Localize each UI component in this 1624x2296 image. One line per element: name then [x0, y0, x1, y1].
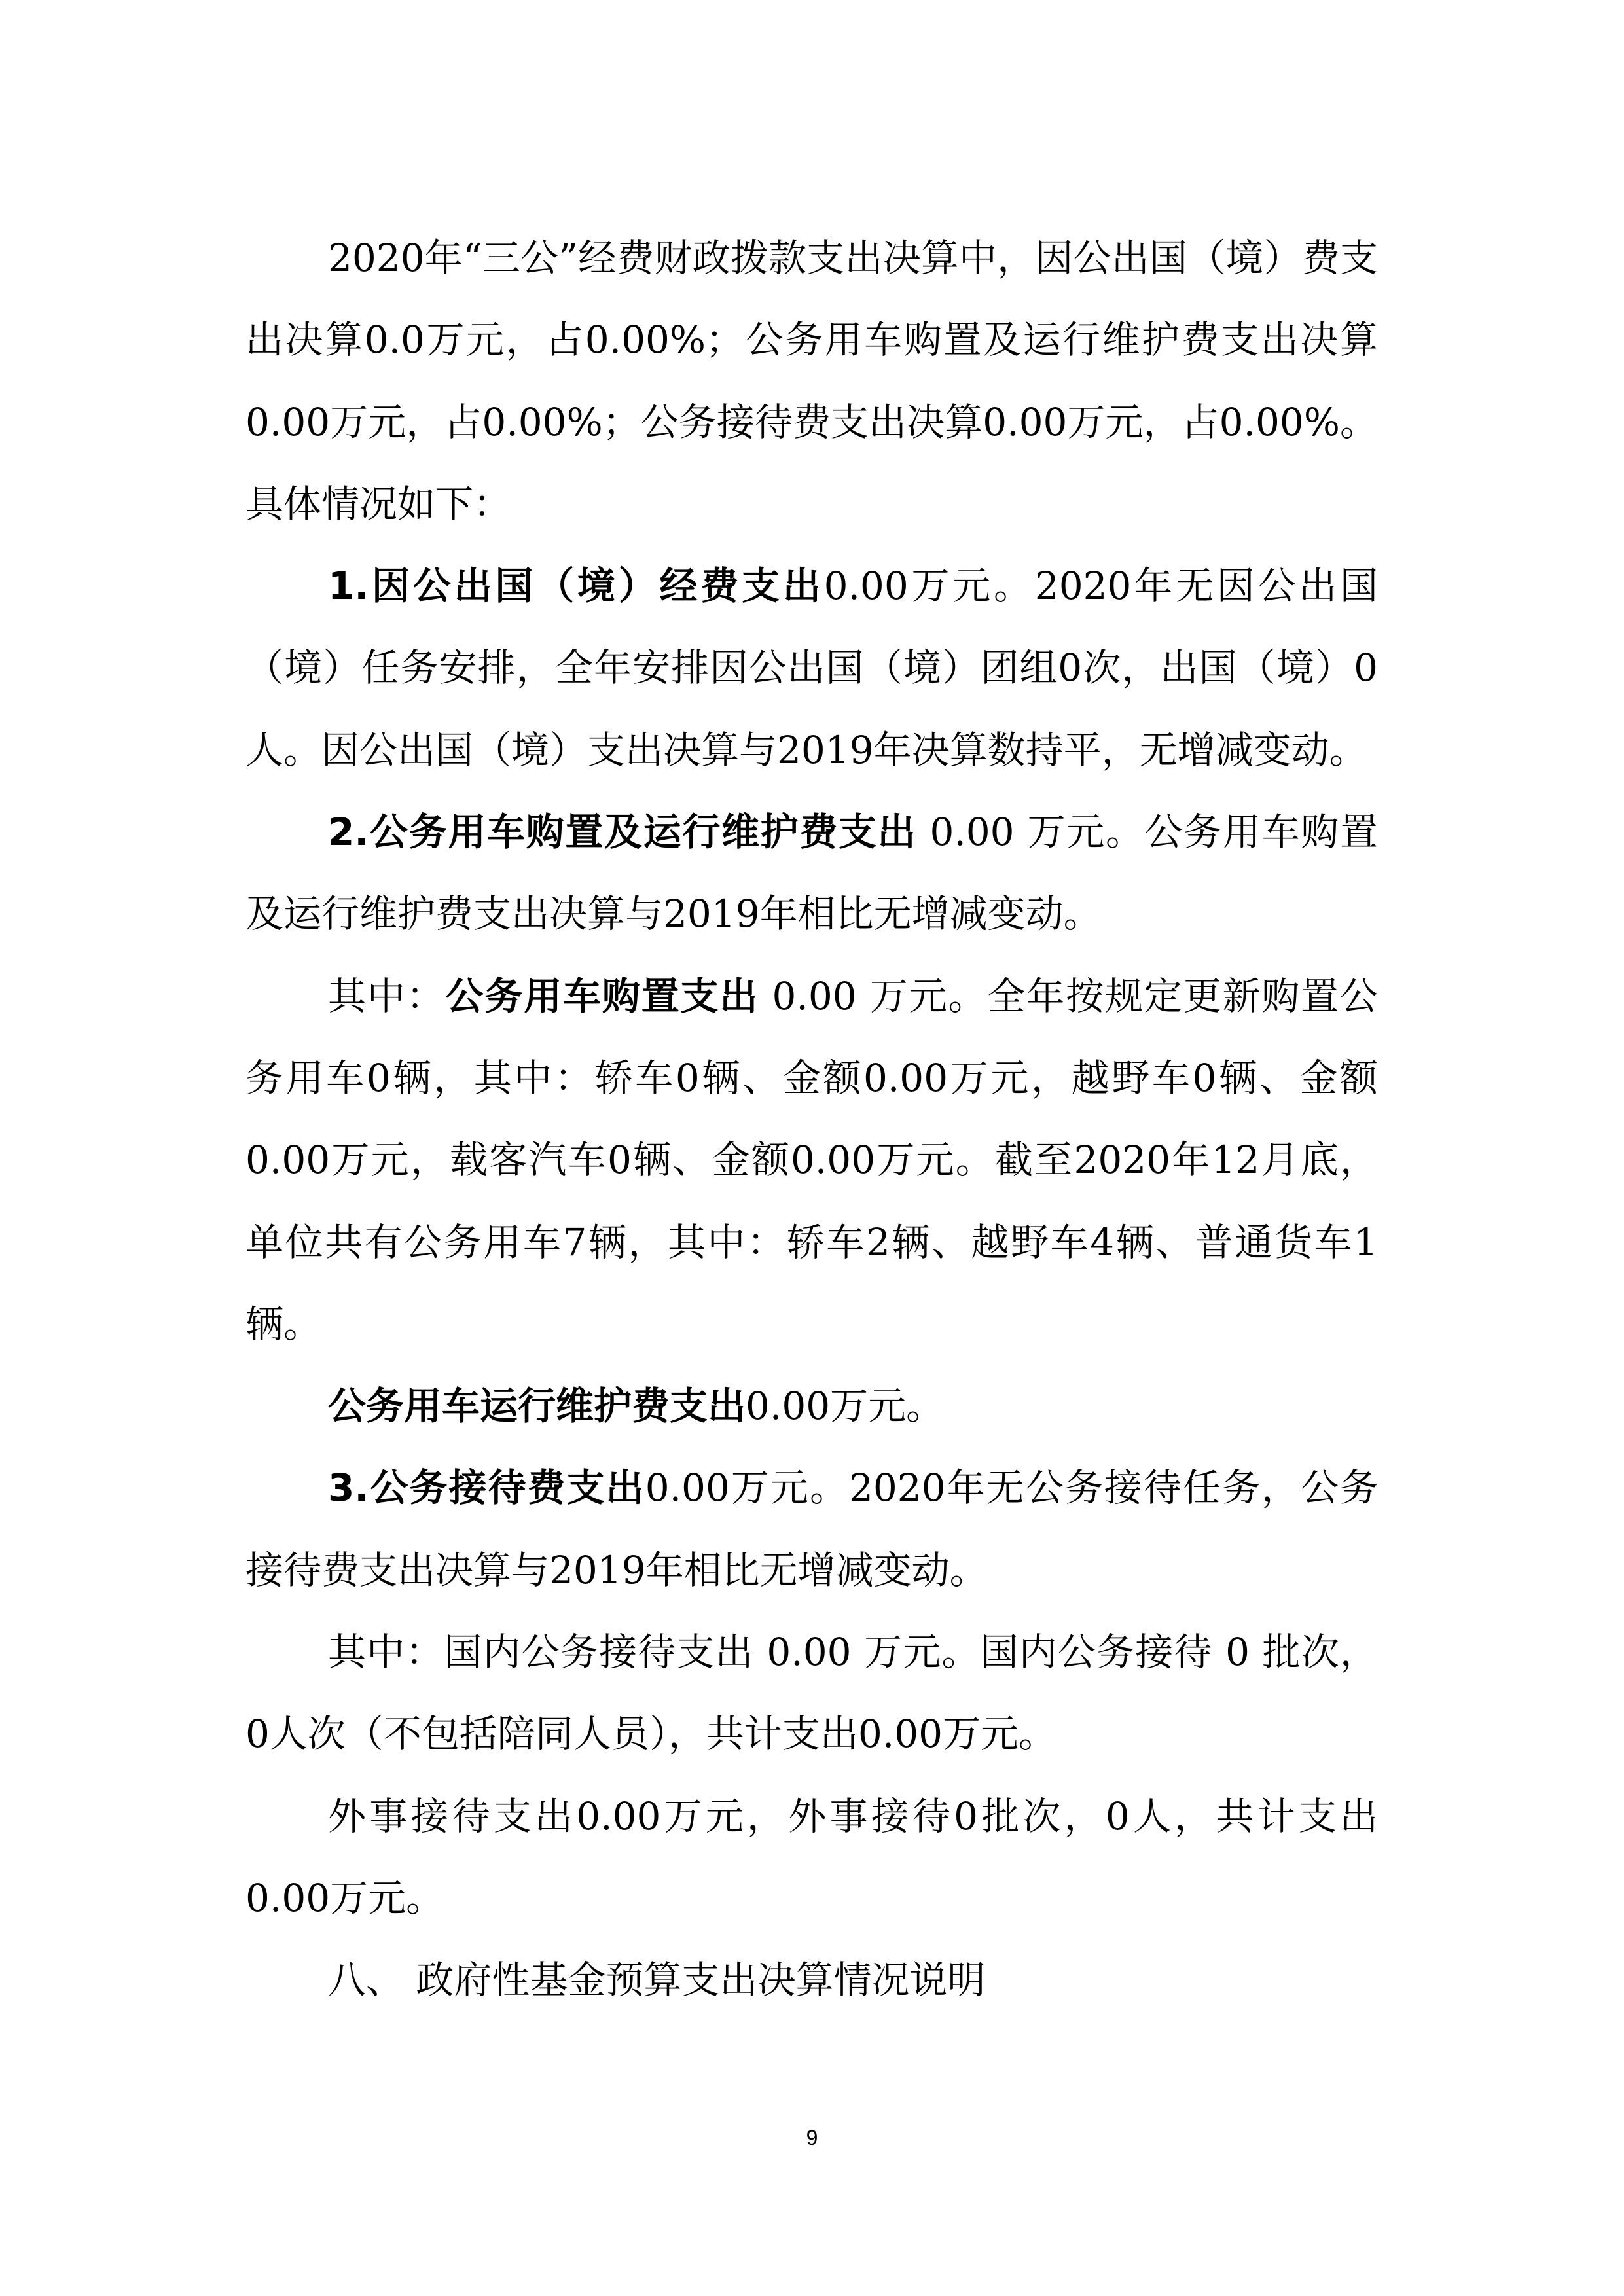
section-heading: 八、 政府性基金预算支出决算情况说明 [328, 1958, 986, 2003]
vehicle-purchase-text: 0.00 万元。全年按规定更新购置公务用车0辆，其中：轿车0辆、金额0.00万元，越野车0辆、金额0.00万元，载客汽车0辆、金额0.00万元。截至2020年12月底，单位共有公务用车7辆，其中：轿车2辆、越野车4辆、普通货车1辆。 [245, 973, 1378, 1346]
paragraph-reception [245, 1447, 1378, 1611]
reception-heading: 3.公务接待费支出 [328, 1465, 645, 1511]
vehicles-heading: 2.公务用车购置及运行维护费支出 [328, 810, 917, 855]
vehicle-purchase-prefix: 其中： [328, 973, 446, 1018]
overseas-travel-text: 0.00万元。2020年无因公出国（境）任务安排，全年安排因公出国（境）团组0次，出国（境）0人。因公出国（境）支出决算与2019年决算数持平，无增减变动。 [245, 564, 1379, 772]
paragraph-domestic-reception [245, 1611, 1378, 1776]
vehicles-text: 0.00 万元。公务用车购置及运行维护费支出决算与2019年相比无增减变动。 [245, 810, 1378, 937]
paragraph-overseas-travel [245, 545, 1378, 791]
domestic-reception-text: 其中：国内公务接待支出 0.00 万元。国内公务接待 0 批次，0人次（不包括陪同人员），共计支出0.00万元。 [245, 1630, 1378, 1757]
document-body [245, 217, 1378, 2022]
vehicle-maintenance-text: 0.00万元。 [746, 1384, 945, 1429]
vehicle-purchase-heading: 公务用车购置支出 [445, 973, 759, 1018]
overseas-travel-heading: 1.因公出国（境）经费支出 [328, 564, 824, 609]
summary-text: 2020年“三公”经费财政拨款支出决算中，因公出国（境）费支出决算0.0万元，占0.00%；公务用车购置及运行维护费支出决算0.00万元，占0.00%；公务接待费支出决算0.00万元，占0.00%。具体情况如下： [245, 236, 1378, 526]
page-number: 9 [806, 2126, 818, 2149]
reception-text: 0.00万元。2020年无公务接待任务，公务接待费支出决算与2019年相比无增减变动。 [245, 1465, 1379, 1592]
paragraph-foreign-reception [245, 1776, 1378, 1940]
paragraph-vehicles [245, 791, 1378, 956]
paragraph-summary [245, 217, 1378, 545]
vehicle-maintenance-heading: 公务用车运行维护费支出 [328, 1384, 746, 1429]
paragraph-vehicle-maintenance [245, 1365, 1378, 1447]
foreign-reception-text: 外事接待支出0.00万元，外事接待0批次，0人，共计支出0.00万元。 [245, 1793, 1378, 1920]
paragraph-vehicle-purchase [245, 956, 1378, 1365]
